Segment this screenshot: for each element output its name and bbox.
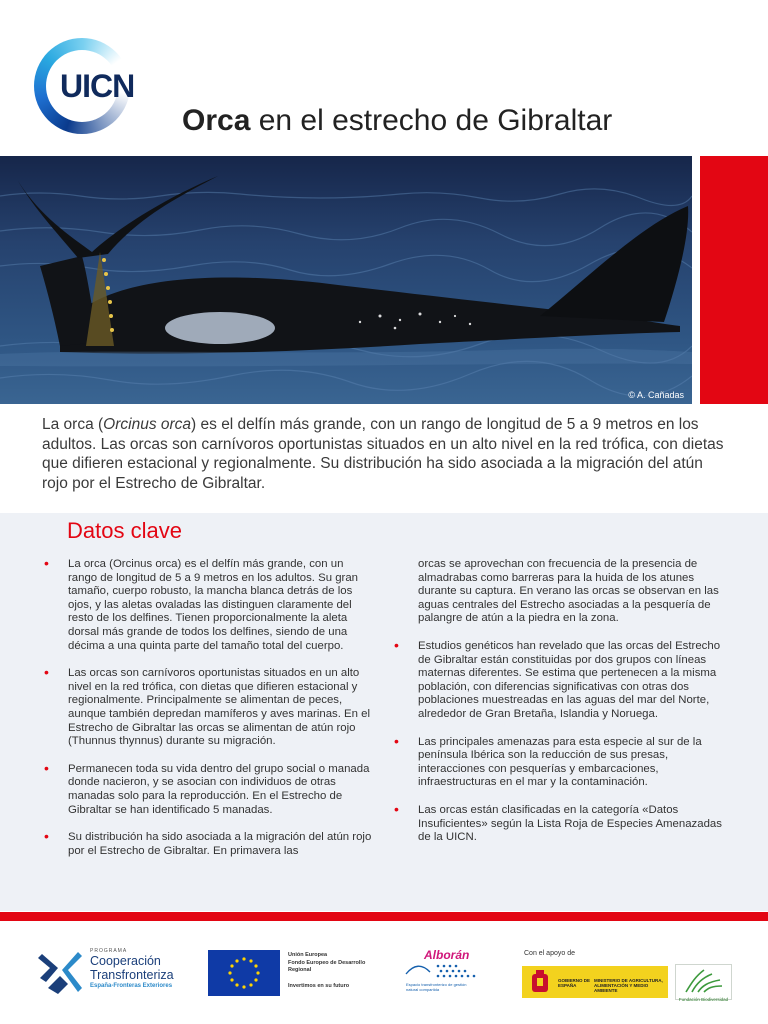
list-item: • Las orcas están clasificadas en la categoría «Datos Insuficientes» según la Lista Roja de Especies Amenazadas de la UICN. — [394, 800, 722, 844]
coop-program-label: PROGRAMA — [90, 948, 128, 954]
gobierno-text: GOBIERNO DE ESPAÑA — [558, 978, 591, 988]
list-item: • Permanecen toda su vida dentro del grupo social o manada donde nacieron, y se asocian con individuos de otras manadas solo para la reproducción. En el Estrecho de Gibraltar se han identificado 5 manadas. — [44, 759, 370, 816]
coop-title-2: Transfronteriza — [90, 968, 174, 982]
bullet-icon: • — [394, 800, 399, 817]
key-data-right-column — [392, 558, 732, 859]
eu-caption: Unión Europea Fondo Europeo de Desarrollo Regional Invertimos en su futuro — [288, 952, 366, 989]
support-label: Con el apoyo de — [524, 950, 575, 957]
ministry-text: MINISTERIO DE AGRICULTURA, ALIMENTACIÓN Y MEDIO AMBIENTE — [594, 978, 663, 993]
list-item-continuation: orcas se aprovechan con frecuencia de la presencia de almadrabas como barreras para la huida de los atunes durante su captura. En verano las orcas se observan en las aguas centrales del Estrecho asociadas a la pesquería de palangre de atún a la piedra en la zona. — [418, 558, 719, 625]
cooperation-logo-icon — [38, 948, 82, 996]
bullet-icon: • — [394, 732, 399, 749]
bullet-icon: • — [44, 555, 49, 571]
list-item: • La orca (Orcinus orca) es el delfín más grande, con un rango de longitud de 5 a 9 metros en los adultos. Su gran tamaño, cuerpo robusto, la mancha blanca detrás de los ojos, y las aletas ovaladas las distinguen claramente del resto de los delfines. Tienen proporcionalmente la aleta dorsal más grande de todos los delfines, siendo de una décima a una quinta parte del tamaño total del cuerpo. — [44, 555, 359, 652]
list-item: • Estudios genéticos han revelado que las orcas del Estrecho de Gibraltar están constituidas por dos grupos con líneas maternas diferentes. Se estima que pertenecen a la misma población, con diferencias significativas con otras dos poblaciones muestreadas en las aguas del mar del Norte, alrededor de Gran Bretaña, Islandia y Noruega. — [394, 636, 721, 720]
title-bold: Orca — [182, 104, 251, 137]
fundacion-text: Fundación Biodiversidad — [678, 997, 729, 1002]
list-item: • Las orcas son carnívoros oportunistas situados en un alto nivel en la red trófica, con dietas que difieren estacional y regionalmente. Principalmente se alimentan de peces, aunque también depredan mamíferos y aves marinas. En el Estrecho de Gibraltar las orcas se alimentan de atún rojo (Thunnus thynnus) durante su migración. — [44, 664, 371, 748]
alboran-subtitle: Espacio transfronterizo de gestión natural compartida — [406, 982, 467, 992]
page-title — [182, 104, 612, 138]
logo-text: UICN — [60, 68, 135, 104]
key-data-title: Datos clave — [67, 518, 182, 543]
grass-icon — [682, 966, 724, 994]
eu-flag-icon — [208, 950, 280, 996]
photo-credit: © A. Cañadas — [628, 390, 684, 400]
key-data-left-column — [42, 555, 372, 872]
bullet-icon: • — [44, 828, 49, 845]
header-accent-bar — [700, 156, 768, 404]
list-item: • Su distribución ha sido asociada a la migración del atún rojo por el Estrecho de Gibraltar. En primavera las — [44, 828, 372, 857]
bullet-icon: • — [394, 636, 399, 653]
intro-paragraph: La orca (Orcinus orca) es el delfín más grande, con un rango de longitud de 5 a 9 metros en los adultos. Las orcas son carnívoros oportunistas situados en un alto nivel en la red trófica, con dietas que difieren estacional y regionalmente. Su distribución ha sido asociada a la migración del atún rojo por el Estrecho de Gibraltar. — [42, 416, 724, 492]
orca-photo — [0, 156, 692, 404]
alboran-wave-icon — [404, 960, 492, 982]
uicn-logo — [34, 38, 144, 134]
footer-accent-bar — [0, 912, 768, 921]
coop-title-1: Cooperación — [90, 954, 161, 968]
coop-subtitle: España-Fronteras Exteriores — [90, 983, 173, 989]
list-item: • Las principales amenazas para esta especie al sur de la península Ibérica son la reducción de sus presas, interacciones con pesquerías y embarcaciones, infraestructuras en el mar y la contaminación. — [394, 732, 702, 789]
title-rest: en el estrecho de Gibraltar — [250, 104, 613, 137]
species-name: Orcinus orca — [103, 416, 192, 433]
bullet-icon: • — [44, 759, 49, 776]
bullet-icon: • — [44, 664, 49, 681]
spain-coat-of-arms-icon — [528, 968, 552, 996]
alboran-logo-title: Alborán — [424, 948, 470, 962]
